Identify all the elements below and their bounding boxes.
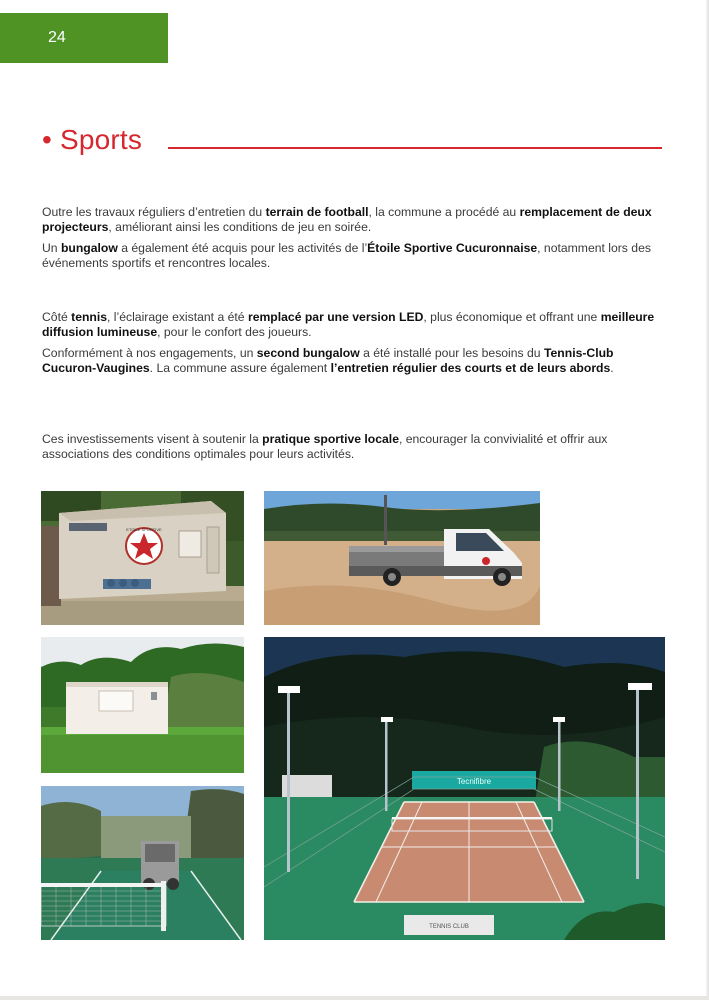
- photo-tennis-day: [41, 786, 244, 940]
- emphasis-text: Tennis-Club Cucuron-Vaugines: [42, 346, 614, 375]
- text-run: Conformément à nos engagements, un: [42, 346, 257, 360]
- section-title: • Sports: [42, 124, 143, 155]
- paragraph-conclusion: [42, 432, 662, 462]
- text-run: , notamment lors des événements sportifs et rencontres locales.: [42, 241, 651, 270]
- photo-tennis-night: [264, 637, 665, 940]
- text-run: , plus économique et offrant une: [423, 310, 601, 324]
- photo-bungalow-football: [41, 491, 244, 625]
- emphasis-text: pratique sportive locale: [262, 432, 399, 446]
- text-run: . La commune assure également: [149, 361, 331, 375]
- emphasis-text: l’entretien régulier des courts et de leurs abords: [330, 361, 611, 375]
- text-run: Côté: [42, 310, 72, 324]
- emphasis-text: second bungalow: [256, 346, 360, 360]
- paragraph-tennis-bungalow: [42, 346, 662, 376]
- text-run: a été installé pour les besoins du: [359, 346, 544, 360]
- court-banner-text: Tecnifibre: [456, 777, 492, 786]
- page-number: 24: [48, 29, 66, 46]
- emphasis-text: meilleure diffusion lumineuse: [42, 310, 655, 339]
- text-run: Un: [42, 241, 61, 255]
- paragraph-tennis-led: [42, 310, 662, 340]
- text-run: , l’éclairage existant a été: [107, 310, 248, 324]
- text-run: .: [610, 361, 614, 375]
- page-bottom-edge: [0, 996, 709, 1000]
- sign-text: ETOILE SPORTIVE: [126, 527, 162, 532]
- photo-bungalow-tennis: [41, 637, 244, 773]
- text-block-football: [42, 205, 662, 277]
- text-run: Ces investissements visent à soutenir la: [42, 432, 263, 446]
- paragraph-bungalow: [42, 241, 662, 271]
- emphasis-text: terrain de football: [265, 205, 369, 219]
- text-run: , encourager la convivialité et offrir aux associations des conditions optimales pour leurs activités.: [42, 432, 608, 461]
- text-run: , améliorant ainsi les conditions de jeu en soirée.: [108, 220, 372, 234]
- text-run: Outre les travaux réguliers d’entretien du: [42, 205, 266, 219]
- page-number-badge: [0, 13, 168, 63]
- text-block-conclusion: [42, 432, 662, 468]
- text-run: , pour le confort des joueurs.: [157, 325, 312, 339]
- photo-truck: [264, 491, 540, 625]
- emphasis-text: bungalow: [60, 241, 118, 255]
- emphasis-text: remplacement de deux projecteurs: [42, 205, 652, 234]
- paragraph-football: [42, 205, 662, 235]
- emphasis-text: tennis: [71, 310, 108, 324]
- emphasis-text: Étoile Sportive Cucuronnaise: [367, 241, 538, 255]
- club-sign-text: TENNIS CLUB: [429, 924, 469, 930]
- text-block-tennis: [42, 310, 662, 382]
- text-run: , la commune a procédé au: [368, 205, 520, 219]
- emphasis-text: remplacé par une version LED: [247, 310, 424, 324]
- title-rule: [168, 147, 662, 149]
- text-run: a également été acquis pour les activités de l’: [117, 241, 368, 255]
